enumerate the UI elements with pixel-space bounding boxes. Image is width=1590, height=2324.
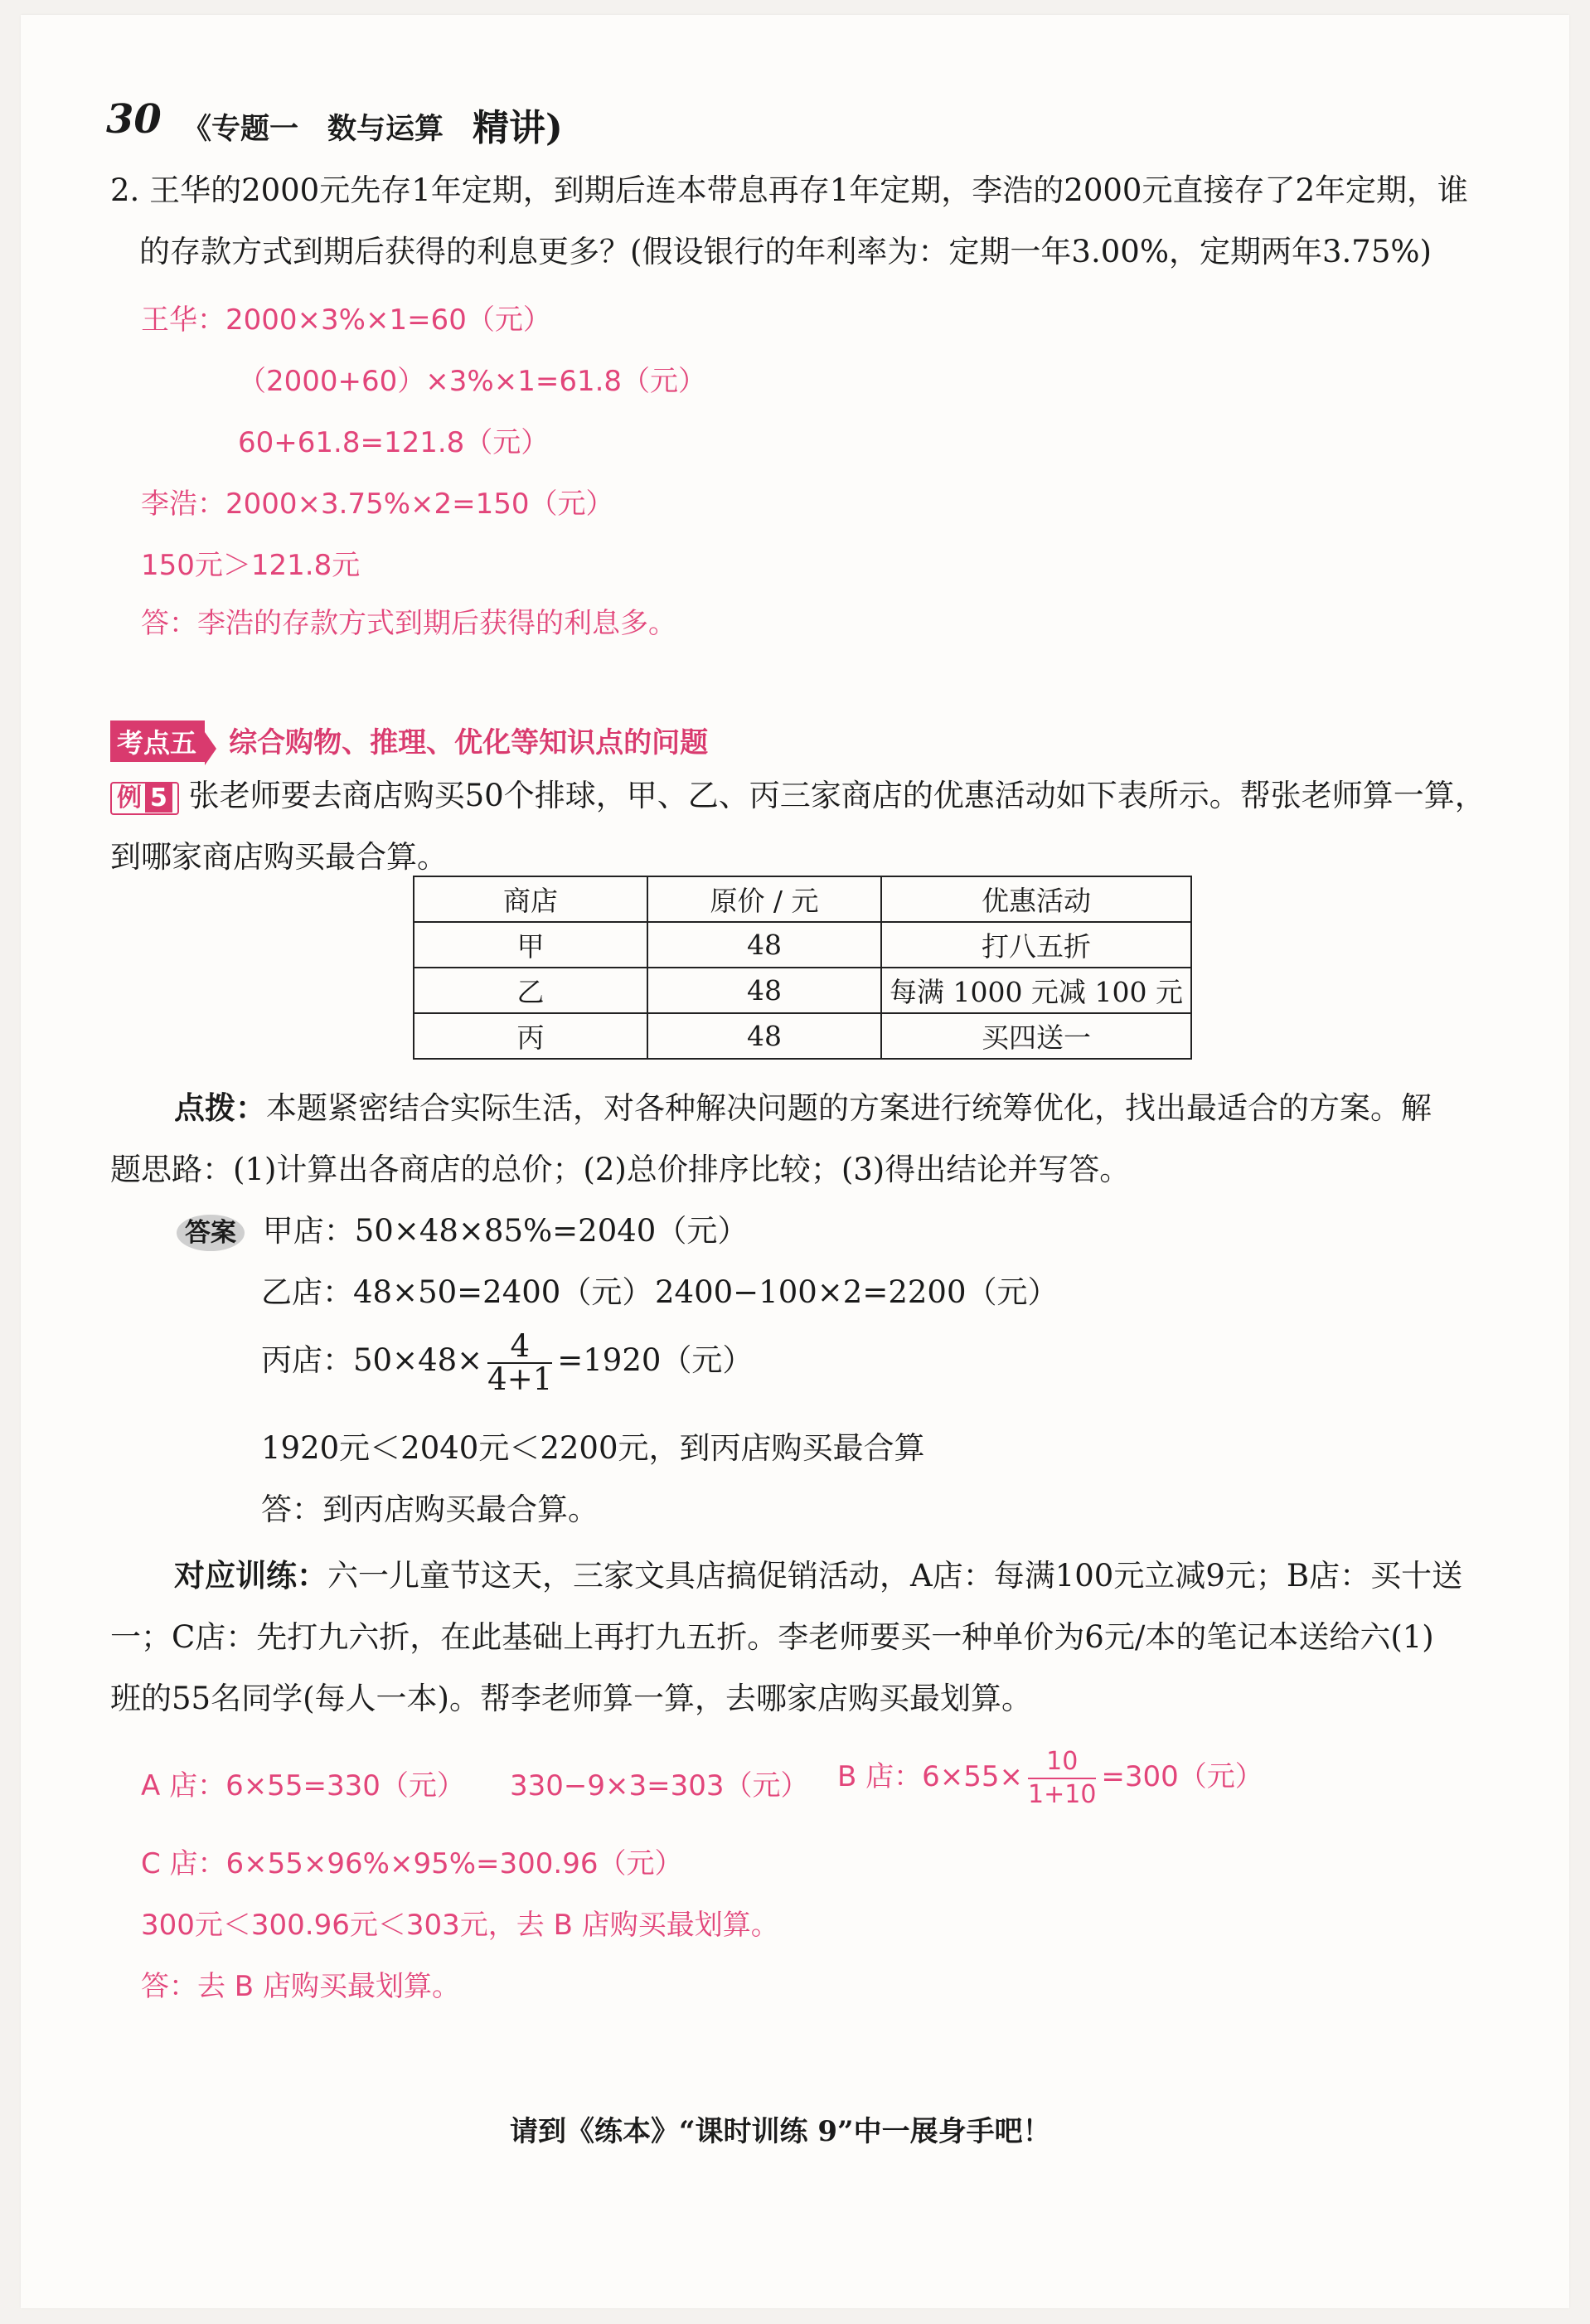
table-cell: 甲 bbox=[414, 922, 647, 968]
table-header-row bbox=[414, 876, 1191, 922]
table-row bbox=[414, 968, 1191, 1013]
table-header: 商店 bbox=[414, 876, 647, 922]
table-header: 原价 / 元 bbox=[647, 876, 881, 922]
table-cell: 打八五折 bbox=[881, 922, 1191, 968]
training-text1: 六一儿童节这天，三家文具店搞促销活动，A店：每满100元立减9元；B店：买十送 bbox=[327, 1558, 1463, 1594]
kaodian-title: 综合购物、推理、优化等知识点的问题 bbox=[229, 726, 709, 759]
problem2-answer-1: 王华：2000×3%×1=60（元） bbox=[141, 303, 551, 337]
example5-line2: 到哪家商店购买最合算。 bbox=[110, 839, 448, 875]
problem2-answer-2: （2000+60）×3%×1=61.8（元） bbox=[238, 365, 707, 398]
problem2-answer-3: 60+61.8=121.8（元） bbox=[238, 426, 550, 459]
hint-line1 bbox=[174, 1078, 1432, 1139]
table-cell: 48 bbox=[647, 1013, 881, 1059]
table-header: 优惠活动 bbox=[881, 876, 1191, 922]
table-row bbox=[414, 922, 1191, 968]
problem2-line2: 的存款方式到期后获得的利息更多？(假设银行的年利率为：定期一年3.00%，定期两年3.75%) bbox=[139, 234, 1432, 269]
hint-label: 点拨： bbox=[174, 1090, 266, 1126]
answer-badge: 答案 bbox=[177, 1215, 245, 1251]
example-badge: 例 5 bbox=[110, 782, 179, 815]
hint-text1: 本题紧密结合实际生活，对各种解决问题的方案进行统筹优化，找出最适合的方案。解 bbox=[266, 1090, 1432, 1126]
training-answer-b: B 店：6×55× $\frac{10}{1+10}$ =300（元） bbox=[837, 1746, 1263, 1809]
training-label: 对应训练： bbox=[174, 1558, 327, 1594]
table-cell: 48 bbox=[647, 968, 881, 1013]
table-cell: 丙 bbox=[414, 1013, 647, 1059]
problem2-line1: 2. 王华的2000元先存1年定期，到期后连本带息再存1年定期，李浩的2000元直接存了2年定期，谁 bbox=[110, 172, 1469, 208]
training-answer-compare: 300元＜300.96元＜303元，去 B 店购买最划算。 bbox=[141, 1909, 779, 1942]
fraction: $\frac{10}{1+10}$ bbox=[1028, 1746, 1097, 1809]
answer-a2b: 2400−100×2=2200（元） bbox=[655, 1274, 1059, 1310]
training-line1 bbox=[174, 1545, 1462, 1607]
training-answer-final: 答：去 B 店购买最划算。 bbox=[141, 1970, 460, 2003]
page-number: 30 bbox=[106, 96, 162, 143]
answer-a2a: 乙店：48×50=2400（元） bbox=[261, 1274, 653, 1310]
answer-a5: 答：到丙店购买最合算。 bbox=[261, 1492, 599, 1527]
answer-a3: 丙店：50×48× $\frac{4}{4+1}$ =1920（元） bbox=[261, 1327, 754, 1397]
table-row bbox=[414, 1013, 1191, 1059]
problem2-answer-5: 150元＞121.8元 bbox=[141, 549, 361, 582]
kaodian-tag: 考点五 bbox=[110, 720, 205, 762]
training-answer-c: C 店：6×55×96%×95%=300.96（元） bbox=[141, 1847, 683, 1880]
problem2-answer-4: 李浩：2000×3.75%×2=150（元） bbox=[141, 488, 614, 521]
section-title: 《专题一 数与运算 bbox=[182, 113, 444, 146]
answer-a4: 1920元＜2040元＜2200元，到丙店购买最合算 bbox=[261, 1430, 925, 1466]
training-answer-a2: 330−9×3=303（元） bbox=[510, 1769, 809, 1802]
section-deco: 精讲) bbox=[473, 107, 563, 149]
example5-line1 bbox=[110, 765, 1486, 827]
page bbox=[21, 15, 1569, 2308]
hint-line2: 题思路：(1)计算出各商店的总价；(2)总价排序比较；(3)得出结论并写答。 bbox=[110, 1152, 1131, 1187]
kaodian-heading bbox=[110, 720, 708, 765]
table-cell: 买四送一 bbox=[881, 1013, 1191, 1059]
example5-text1: 张老师要去商店购买50个排球，甲、乙、丙三家商店的优惠活动如下表所示。帮张老师算一算， bbox=[188, 778, 1486, 813]
table-cell: 48 bbox=[647, 922, 881, 968]
kaodian-arrow-icon bbox=[205, 732, 216, 765]
training-line3: 班的55名同学(每人一本)。帮李老师算一算，去哪家店购买最划算。 bbox=[110, 1681, 1032, 1716]
fraction: $\frac{4}{4+1}$ bbox=[487, 1327, 553, 1397]
training-answer-a: A 店：6×55=330（元） bbox=[141, 1769, 465, 1802]
table-cell: 乙 bbox=[414, 968, 647, 1013]
answer-a1: 甲店：50×48×85%=2040（元） bbox=[262, 1213, 749, 1249]
answer-line1 bbox=[177, 1201, 748, 1264]
training-line2: 一；C店：先打九六折，在此基础上再打九五折。李老师要买一种单价为6元/本的笔记本送给六(1) bbox=[110, 1619, 1434, 1655]
footer-note: 请到《练本》“课时训练 9”中一展身手吧！ bbox=[510, 2115, 1051, 2148]
discount-table bbox=[413, 876, 1192, 1060]
table-cell: 每满 1000 元减 100 元 bbox=[881, 968, 1191, 1013]
problem2-answer-6: 答：李浩的存款方式到期后获得的利息多。 bbox=[141, 607, 676, 640]
